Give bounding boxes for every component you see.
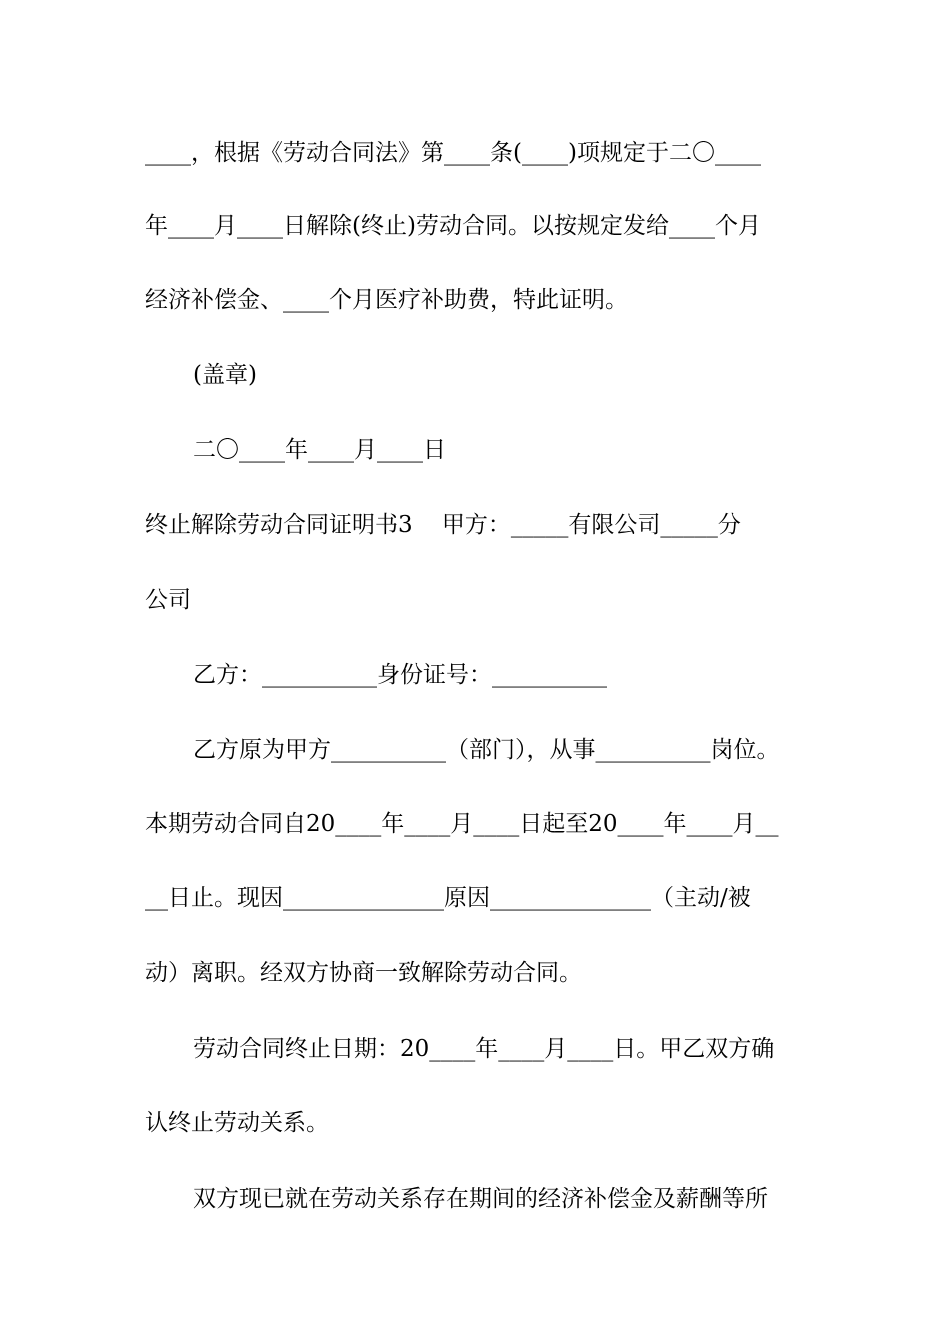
text-line: 乙方原为甲方__________（部门），从事__________岗位。: [193, 737, 780, 763]
text-line: ____，根据《劳动合同法》第____条(____)项规定于二〇____: [145, 140, 761, 166]
text-line: 年____月____日解除(终止)劳动合同。以按规定发给____个月: [145, 213, 761, 239]
termination-date-line: 劳动合同终止日期：20____年____月____日。甲乙双方确: [193, 1036, 775, 1062]
text-line: 公司: [145, 587, 191, 613]
seal-line: (盖章): [193, 362, 257, 388]
text-line: 经济补偿金、____个月医疗补助费，特此证明。: [145, 287, 628, 313]
text-line: 本期劳动合同自20____年____月____日起至20____年____月__: [145, 811, 779, 837]
section-title-line: 终止解除劳动合同证明书3 甲方：_____有限公司_____分: [145, 512, 741, 538]
text-line: __日止。现因______________原因______________（主动/被: [145, 885, 751, 911]
text-line: 认终止劳动关系。: [145, 1110, 329, 1136]
text-line: 动）离职。经双方协商一致解除劳动合同。: [145, 960, 582, 986]
text-line: 双方现已就在劳动关系存在期间的经济补偿金及薪酬等所: [193, 1186, 768, 1212]
party-b-line: 乙方：__________身份证号：__________: [193, 662, 607, 688]
date-line: 二〇____年____月____日: [193, 437, 446, 463]
